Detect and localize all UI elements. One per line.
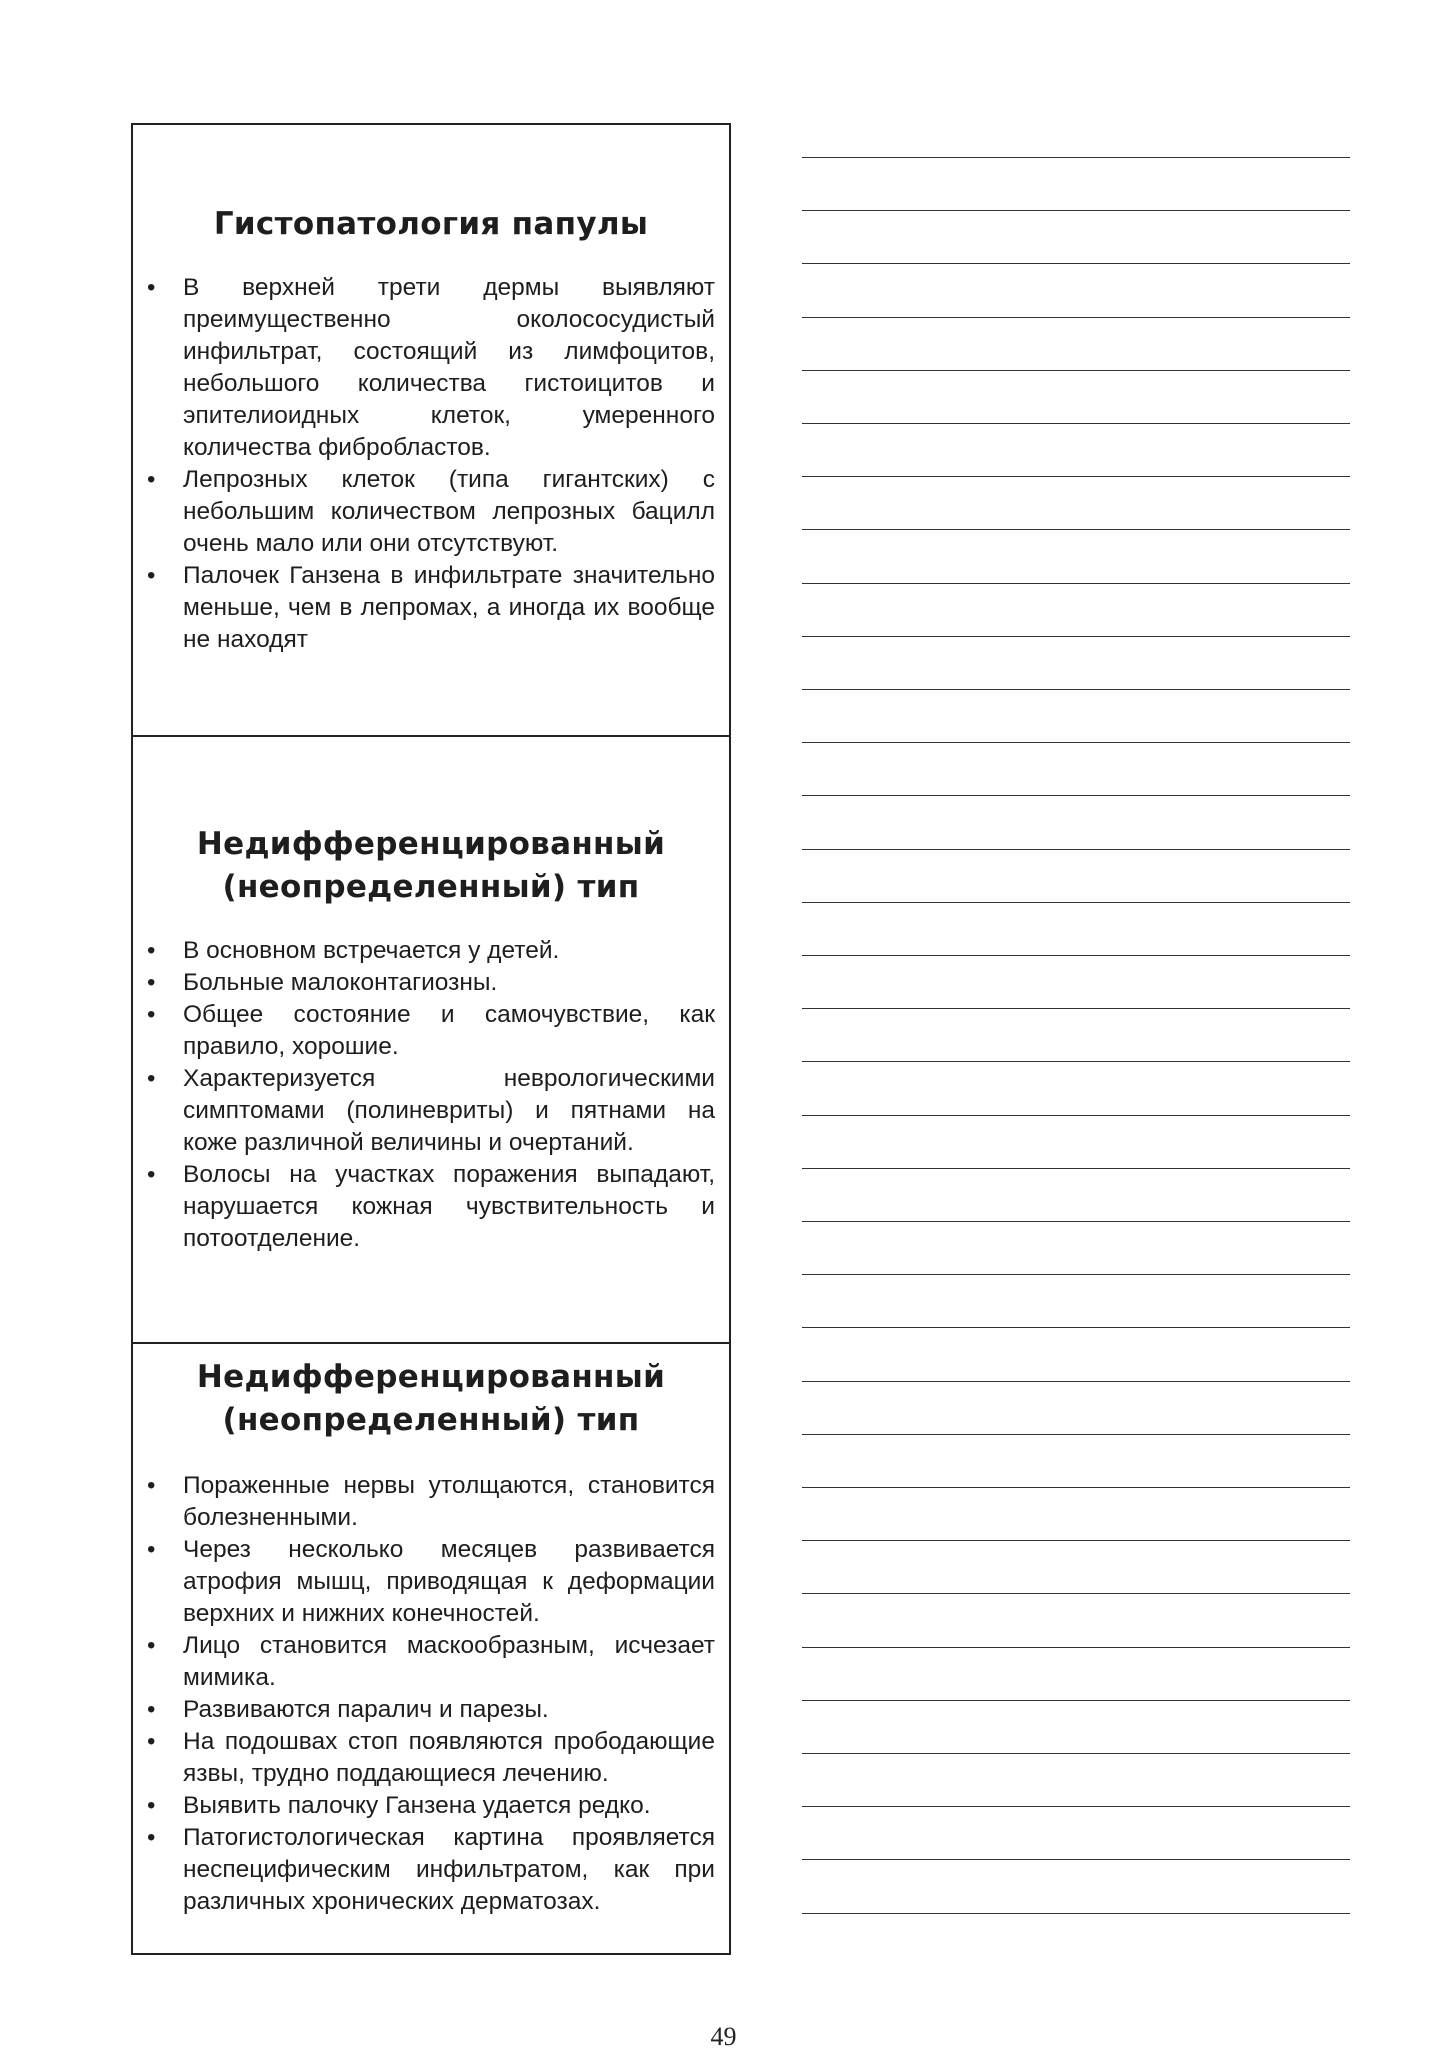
note-line (802, 1221, 1350, 1222)
note-line (802, 742, 1350, 743)
note-line (802, 1859, 1350, 1860)
list-item: • Волосы на участках поражения выпадают, нарушается кожная чувствительность и потоотделение. (147, 1159, 715, 1255)
card-title: Недифференцированный (неопределенный) тип (196, 826, 666, 905)
list-item: • Выявить палочку Ганзена удается редко. (147, 1790, 715, 1822)
note-line (802, 1540, 1350, 1541)
list-item: • Пораженные нервы утолщаются, становится болезненными. (147, 1470, 715, 1534)
list-item: • На подошвах стоп появляются прободающие язвы, трудно поддающиеся лечению. (147, 1726, 715, 1790)
card-papule-histopathology (133, 125, 729, 735)
note-line (802, 157, 1350, 158)
note-line (802, 529, 1350, 530)
note-line (802, 1168, 1350, 1169)
note-line (802, 263, 1350, 264)
note-line (802, 1487, 1350, 1488)
note-line (802, 795, 1350, 796)
card-undifferentiated-type-2 (133, 1342, 729, 1953)
note-line (802, 1434, 1350, 1435)
list-item: • Общее состояние и самочувствие, как правило, хорошие. (147, 999, 715, 1063)
list-item: • Лицо становится маскообразным, исчезает мимика. (147, 1630, 715, 1694)
note-line (802, 1593, 1350, 1594)
note-line (802, 1061, 1350, 1062)
note-line (802, 1913, 1350, 1914)
card-title: Гистопатология папулы (213, 206, 649, 242)
note-line (802, 1327, 1350, 1328)
card-undifferentiated-type-1 (133, 735, 729, 1342)
list-item: • Через несколько месяцев развивается атрофия мышц, приводящая к деформации верхних и нижних конечностей. (147, 1534, 715, 1630)
list-item: • В основном встречается у детей. (147, 935, 715, 967)
list-item: • Больные малоконтагиозны. (147, 967, 715, 999)
list-item: • Развиваются паралич и парезы. (147, 1694, 715, 1726)
note-line (802, 1700, 1350, 1701)
page-number: 49 (710, 2022, 737, 2051)
note-line (802, 583, 1350, 584)
list-item: • Патогистологическая картина проявляется неспецифическим инфильтратом, как при различных хронических дерматозах. (147, 1822, 715, 1918)
note-line (802, 370, 1350, 371)
bullet-list (147, 272, 715, 656)
note-line (802, 689, 1350, 690)
note-line (802, 210, 1350, 211)
bullet-list (147, 1470, 715, 1918)
note-line (802, 423, 1350, 424)
note-line (802, 636, 1350, 637)
note-line (802, 476, 1350, 477)
note-line (802, 955, 1350, 956)
list-item: • Лепрозных клеток (типа гигантских) с небольшим количеством лепрозных бацилл очень мало или они отсутствуют. (147, 464, 715, 560)
list-item: • В верхней трети дермы выявляют преимущественно околососудистый инфильтрат, состоящий из лимфоцитов, небольшого количества гистоицитов и эпителиоидных клеток, умеренного количества фибробластов. (147, 272, 715, 464)
note-line (802, 849, 1350, 850)
note-line (802, 902, 1350, 903)
note-line (802, 1647, 1350, 1648)
bullet-list (147, 935, 715, 1255)
note-line (802, 1381, 1350, 1382)
note-line (802, 317, 1350, 318)
list-item: • Палочек Ганзена в инфильтрате значительно меньше, чем в лепромах, а иногда их вообще не находят (147, 560, 715, 656)
summary-cards (131, 123, 731, 1955)
note-line (802, 1753, 1350, 1754)
note-line (802, 1806, 1350, 1807)
note-line (802, 1008, 1350, 1009)
card-title: Недифференцированный (неопределенный) тип (196, 1359, 666, 1438)
notes-lines (802, 132, 1350, 1952)
list-item: • Характеризуется неврологическими симптомами (полиневриты) и пятнами на коже различной величины и очертаний. (147, 1063, 715, 1159)
note-line (802, 1115, 1350, 1116)
note-line (802, 1274, 1350, 1275)
